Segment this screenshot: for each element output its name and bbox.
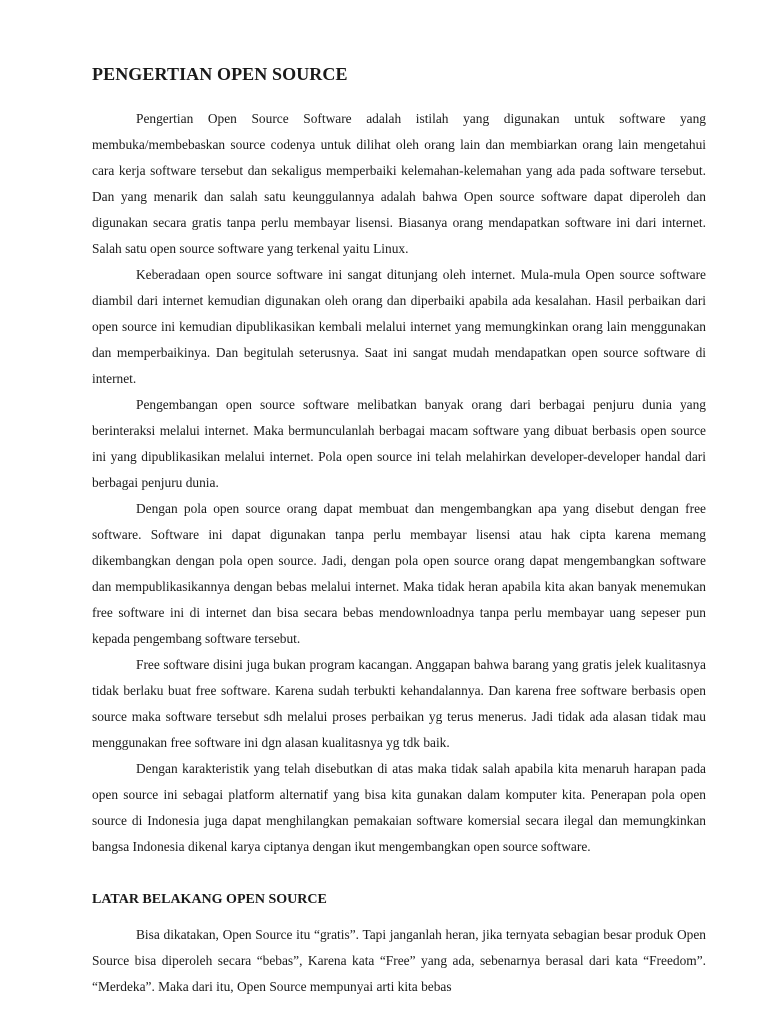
paragraph: Dengan pola open source orang dapat membuat dan mengembangkan apa yang disebut dengan free software. Software ini dapat digunakan tanpa perlu membayar lisensi atau hak cipta karena memang dikembangkan dengan pola open source. Jadi, dengan pola open source orang dapat mengembangkan software dan mempublikasikannya dengan bebas melalui internet. Maka tidak heran apabila kita akan banyak menemukan free software ini di internet dan bisa secara bebas mendownloadnya tanpa perlu membayar uang sepeser pun kepada pengembang software tersebut. xyxy=(92,501,706,646)
paragraph: Dengan karakteristik yang telah disebutkan di atas maka tidak salah apabila kita menaruh harapan pada open source ini sebagai platform alternatif yang bisa kita gunakan dalam komputer kita. Penerapan pola open source di Indonesia juga dapat menghilangkan pemakaian software komersial secara ilegal dan memungkinkan bangsa Indonesia dikenal karya ciptanya dengan ikut mengembangkan open source software. xyxy=(92,761,706,854)
section-body-latar-belakang xyxy=(92,922,706,1000)
paragraph: Pengembangan open source software melibatkan banyak orang dari berbagai penjuru dunia yang berinteraksi melalui internet. Maka bermunculanlah berbagai macam software yang dibuat berbasis open source ini yang dipublikasikan melalui internet. Pola open source ini telah melahirkan developer-developer handal dari berbagai penjuru dunia. xyxy=(92,397,706,490)
paragraph: Keberadaan open source software ini sangat ditunjang oleh internet. Mula-mula Open source software diambil dari internet kemudian digunakan oleh orang dan diperbaiki apabila ada kesalahan. Hasil perbaikan dari open source ini kemudian dipublikasikan kembali melalui internet yang memungkinkan orang lain menggunakan dan memperbaikinya. Dan begitulah seterusnya. Saat ini sangat mudah mendapatkan open source software di internet. xyxy=(92,267,706,386)
paragraph: Pengertian Open Source Software adalah istilah yang digunakan untuk software yang membuka/membebaskan source codenya untuk dilihat oleh orang lain dan membiarkan orang lain mengetahui cara kerja software tersebut dan sekaligus memperbaiki kelemahan-kelemahan yang ada pada software tersebut. Dan yang menarik dan salah satu keunggulannya adalah bahwa Open source software dapat diperoleh dan digunakan secara gratis tanpa perlu membayar lisensi. Biasanya orang mendapatkan software ini dari internet. Salah satu open source software yang terkenal yaitu Linux. xyxy=(92,111,706,256)
document-page xyxy=(92,60,706,1000)
paragraph: Bisa dikatakan, Open Source itu “gratis”. Tapi janganlah heran, jika ternyata sebagian besar produk Open Source bisa diperoleh secara “bebas”, Karena kata “Free” yang ada, sebenarnya berasal dari kata “Freedom”. “Merdeka”. Maka dari itu, Open Source mempunyai arti kita bebas xyxy=(92,927,706,994)
paragraph: Free software disini juga bukan program kacangan. Anggapan bahwa barang yang gratis jelek kualitasnya tidak berlaku buat free software. Karena sudah terbukti kehandalannya. Dan karena free software berbasis open source maka software tersebut sdh melalui proses perbaikan yg terus menerus. Jadi tidak ada alasan tidak mau menggunakan free software ini dgn alasan kualitasnya yg tdk baik. xyxy=(92,657,706,750)
section-heading-pengertian: PENGERTIAN OPEN SOURCE xyxy=(92,64,348,84)
section-body-pengertian xyxy=(92,106,706,860)
section-heading-latar-belakang: LATAR BELAKANG OPEN SOURCE xyxy=(92,892,327,907)
section-spacer xyxy=(92,860,706,888)
